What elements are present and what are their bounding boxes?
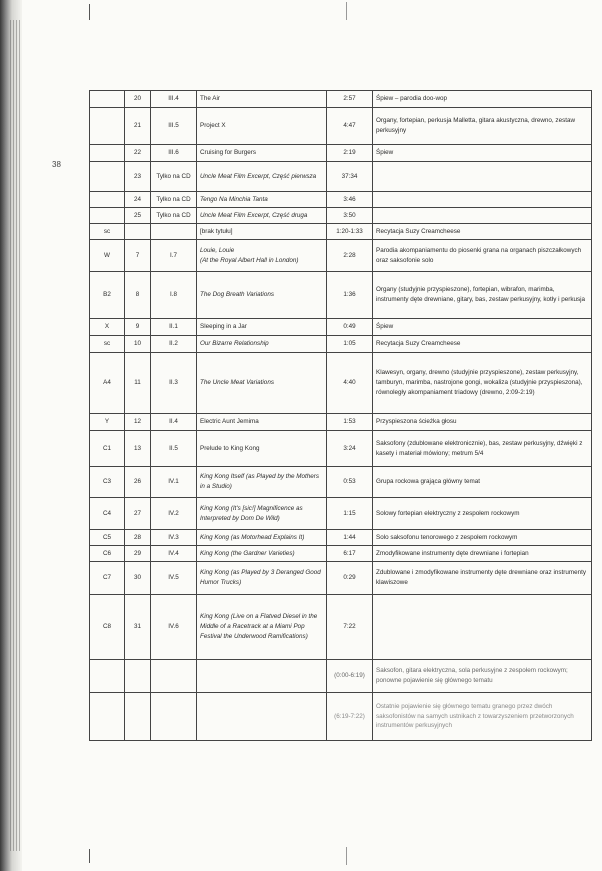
description-cell: Śpiew (373, 145, 592, 162)
table-row (90, 192, 592, 208)
sign-cell: B2 (90, 272, 125, 319)
table-row (90, 224, 592, 240)
table-row (90, 693, 592, 741)
track-number-cell: 29 (125, 546, 151, 562)
sign-cell: Y (90, 414, 125, 431)
table-row (90, 498, 592, 530)
description-cell: Recytacja Suzy Creamcheese (373, 336, 592, 353)
description-cell: Zmodyfikowane instrumenty dęte drewniane i fortepian (373, 546, 592, 562)
duration-cell: 7:22 (327, 595, 373, 660)
side-cell: II.2 (151, 336, 197, 353)
track-number-cell (125, 660, 151, 693)
sign-cell (90, 145, 125, 162)
page-number: 38 (52, 160, 61, 169)
description-cell: Przyspieszona ścieżka głosu (373, 414, 592, 431)
title-cell: King Kong (It's [sic!] Magnificence as Interpreted by Dom De Wild) (197, 498, 327, 530)
title-cell: Sleeping in a Jar (197, 319, 327, 336)
duration-cell: 2:19 (327, 145, 373, 162)
duration-cell: 1:53 (327, 414, 373, 431)
title-cell: Tengo Na Minchia Tanta (197, 192, 327, 208)
duration-cell: 3:50 (327, 208, 373, 224)
duration-cell: 2:57 (327, 91, 373, 108)
duration-cell: 2:28 (327, 240, 373, 272)
duration-cell: 4:40 (327, 353, 373, 414)
table-row (90, 467, 592, 498)
track-number-cell: 30 (125, 562, 151, 595)
track-number-cell: 27 (125, 498, 151, 530)
table-row (90, 319, 592, 336)
sign-cell (90, 108, 125, 145)
title-cell (197, 660, 327, 693)
sign-cell: C8 (90, 595, 125, 660)
title-cell: The Dog Breath Variations (197, 272, 327, 319)
track-number-cell: 20 (125, 91, 151, 108)
side-cell: II.1 (151, 319, 197, 336)
description-cell: Zdublowane i zmodyfikowane instrumenty dęte drewniane oraz instrumenty klawiszowe (373, 562, 592, 595)
duration-cell: 0:49 (327, 319, 373, 336)
duration-cell: 4:47 (327, 108, 373, 145)
sign-cell (90, 693, 125, 741)
duration-cell: (0:00-6:19) (327, 660, 373, 693)
table-row (90, 336, 592, 353)
side-cell: III.4 (151, 91, 197, 108)
side-cell (151, 660, 197, 693)
description-cell: Recytacja Suzy Creamcheese (373, 224, 592, 240)
description-cell: Grupa rockowa grająca główny temat (373, 467, 592, 498)
table-row (90, 240, 592, 272)
track-number-cell: 8 (125, 272, 151, 319)
description-cell: Śpiew – parodia doo-wop (373, 91, 592, 108)
table-row (90, 108, 592, 145)
table-row (90, 562, 592, 595)
table-row (90, 414, 592, 431)
title-cell: The Uncle Meat Variations (197, 353, 327, 414)
side-cell: Tylko na CD (151, 192, 197, 208)
title-cell: King Kong (Live on a Flatved Diesel in the Middle of a Racetrack at a Miami Pop Festival the Underwood Ramifications) (197, 595, 327, 660)
page-edges (8, 20, 22, 851)
track-number-cell: 10 (125, 336, 151, 353)
side-cell: IV.2 (151, 498, 197, 530)
description-cell: Śpiew (373, 319, 592, 336)
side-cell (151, 224, 197, 240)
track-number-cell: 31 (125, 595, 151, 660)
side-cell: IV.4 (151, 546, 197, 562)
table-row (90, 162, 592, 192)
title-cell: Uncle Meat Film Excerpt, Część druga (197, 208, 327, 224)
crop-mark-bottom-left (89, 849, 90, 863)
sign-cell: X (90, 319, 125, 336)
title-cell: King Kong (the Gardner Varieties) (197, 546, 327, 562)
duration-cell: 37:34 (327, 162, 373, 192)
sign-cell (90, 91, 125, 108)
title-cell: Electric Aunt Jemima (197, 414, 327, 431)
table-row (90, 595, 592, 660)
side-cell: III.5 (151, 108, 197, 145)
track-number-cell (125, 693, 151, 741)
title-cell: King Kong (as Played by 3 Deranged Good Humor Trucks) (197, 562, 327, 595)
track-number-cell: 26 (125, 467, 151, 498)
sign-cell: C6 (90, 546, 125, 562)
track-table (89, 90, 592, 741)
description-cell (373, 595, 592, 660)
sign-cell: C3 (90, 467, 125, 498)
sign-cell: sc (90, 336, 125, 353)
duration-cell: 3:46 (327, 192, 373, 208)
side-cell (151, 693, 197, 741)
title-cell: King Kong (as Motorhead Explains It) (197, 530, 327, 546)
track-number-cell: 21 (125, 108, 151, 145)
table-row (90, 660, 592, 693)
description-cell: Ostatnie pojawienie się głównego tematu granego przez dwóch saksofonistów na samych ustnikach z towarzyszeniem przetworzonych instrumentów perkusyjnych (373, 693, 592, 741)
duration-cell: 0:53 (327, 467, 373, 498)
duration-cell: 1:15 (327, 498, 373, 530)
duration-cell: 1:36 (327, 272, 373, 319)
description-cell: Organy, fortepian, perkusja Malletta, gitara akustyczna, drewno, zestaw perkusyjny (373, 108, 592, 145)
description-cell: Saksofony (zdublowane elektronicznie), bas, zestaw perkusyjny, dźwięki z kasety i materiał mówiony; metrum 5/4 (373, 431, 592, 467)
title-cell: [brak tytułu] (197, 224, 327, 240)
sign-cell (90, 660, 125, 693)
table-row (90, 353, 592, 414)
description-cell: Solowy fortepian elektryczny z zespołem rockowym (373, 498, 592, 530)
side-cell: III.6 (151, 145, 197, 162)
table-row (90, 530, 592, 546)
duration-cell: 0:29 (327, 562, 373, 595)
duration-cell: 1:20-1:33 (327, 224, 373, 240)
crop-mark-bottom (346, 847, 347, 865)
side-cell: Tylko na CD (151, 162, 197, 192)
title-cell: Prelude to King Kong (197, 431, 327, 467)
table-row (90, 208, 592, 224)
track-number-cell: 24 (125, 192, 151, 208)
sign-cell: W (90, 240, 125, 272)
side-cell: II.5 (151, 431, 197, 467)
track-number-cell (125, 224, 151, 240)
side-cell: I.8 (151, 272, 197, 319)
sign-cell (90, 208, 125, 224)
track-number-cell: 28 (125, 530, 151, 546)
title-cell: Project X (197, 108, 327, 145)
duration-cell: 3:24 (327, 431, 373, 467)
sign-cell (90, 192, 125, 208)
track-number-cell: 11 (125, 353, 151, 414)
title-cell: The Air (197, 91, 327, 108)
duration-cell: 1:44 (327, 530, 373, 546)
sign-cell: C1 (90, 431, 125, 467)
description-cell (373, 192, 592, 208)
sign-cell: A4 (90, 353, 125, 414)
track-number-cell: 7 (125, 240, 151, 272)
side-cell: II.3 (151, 353, 197, 414)
track-number-cell: 22 (125, 145, 151, 162)
description-cell: Parodia akompaniamentu do piosenki grana na organach piszczałkowych oraz saksofonie solo (373, 240, 592, 272)
sign-cell: C4 (90, 498, 125, 530)
title-cell: Our Bizarre Relationship (197, 336, 327, 353)
side-cell: IV.5 (151, 562, 197, 595)
crop-mark-top (346, 2, 347, 20)
description-cell: Solo saksofonu tenorowego z zespołem rockowym (373, 530, 592, 546)
duration-cell: (6:19-7:22) (327, 693, 373, 741)
table-row (90, 145, 592, 162)
table-row (90, 546, 592, 562)
title-cell: Louie, Louie (At the Royal Albert Hall in London) (197, 240, 327, 272)
track-number-cell: 9 (125, 319, 151, 336)
side-cell: IV.1 (151, 467, 197, 498)
track-number-cell: 12 (125, 414, 151, 431)
sign-cell: C7 (90, 562, 125, 595)
description-cell (373, 208, 592, 224)
description-cell (373, 162, 592, 192)
track-number-cell: 23 (125, 162, 151, 192)
description-cell: Saksofon, gitara elektryczna, sola perkusyjne z zespołem rockowym; ponowne pojawienie się głównego tematu (373, 660, 592, 693)
sign-cell (90, 162, 125, 192)
table-row (90, 91, 592, 108)
side-cell: IV.6 (151, 595, 197, 660)
table-row (90, 272, 592, 319)
sign-cell: sc (90, 224, 125, 240)
title-cell (197, 693, 327, 741)
track-number-cell: 25 (125, 208, 151, 224)
description-cell: Organy (studyjnie przyspieszone), fortepian, wibrafon, marimba, instrumenty dęte drewniane, gitary, bas, zestaw perkusyjny, kotły i perkusja (373, 272, 592, 319)
side-cell: IV.3 (151, 530, 197, 546)
side-cell: II.4 (151, 414, 197, 431)
title-cell: Cruising for Burgers (197, 145, 327, 162)
side-cell: Tylko na CD (151, 208, 197, 224)
title-cell: King Kong Itself (as Played by the Mothers in a Studio) (197, 467, 327, 498)
side-cell: I.7 (151, 240, 197, 272)
track-number-cell: 13 (125, 431, 151, 467)
sign-cell: C5 (90, 530, 125, 546)
duration-cell: 6:17 (327, 546, 373, 562)
description-cell: Klawesyn, organy, drewno (studyjnie przyspieszone), zestaw perkusyjny, tamburyn, marimba, nastrojone gongi, wokaliza (studyjnie przyspieszona), równoległy akompaniament triadowy (drewno, 2:09-2:19) (373, 353, 592, 414)
crop-mark-top-left (89, 4, 90, 20)
table-row (90, 431, 592, 467)
duration-cell: 1:05 (327, 336, 373, 353)
title-cell: Uncle Meat Film Excerpt, Część pierwsza (197, 162, 327, 192)
